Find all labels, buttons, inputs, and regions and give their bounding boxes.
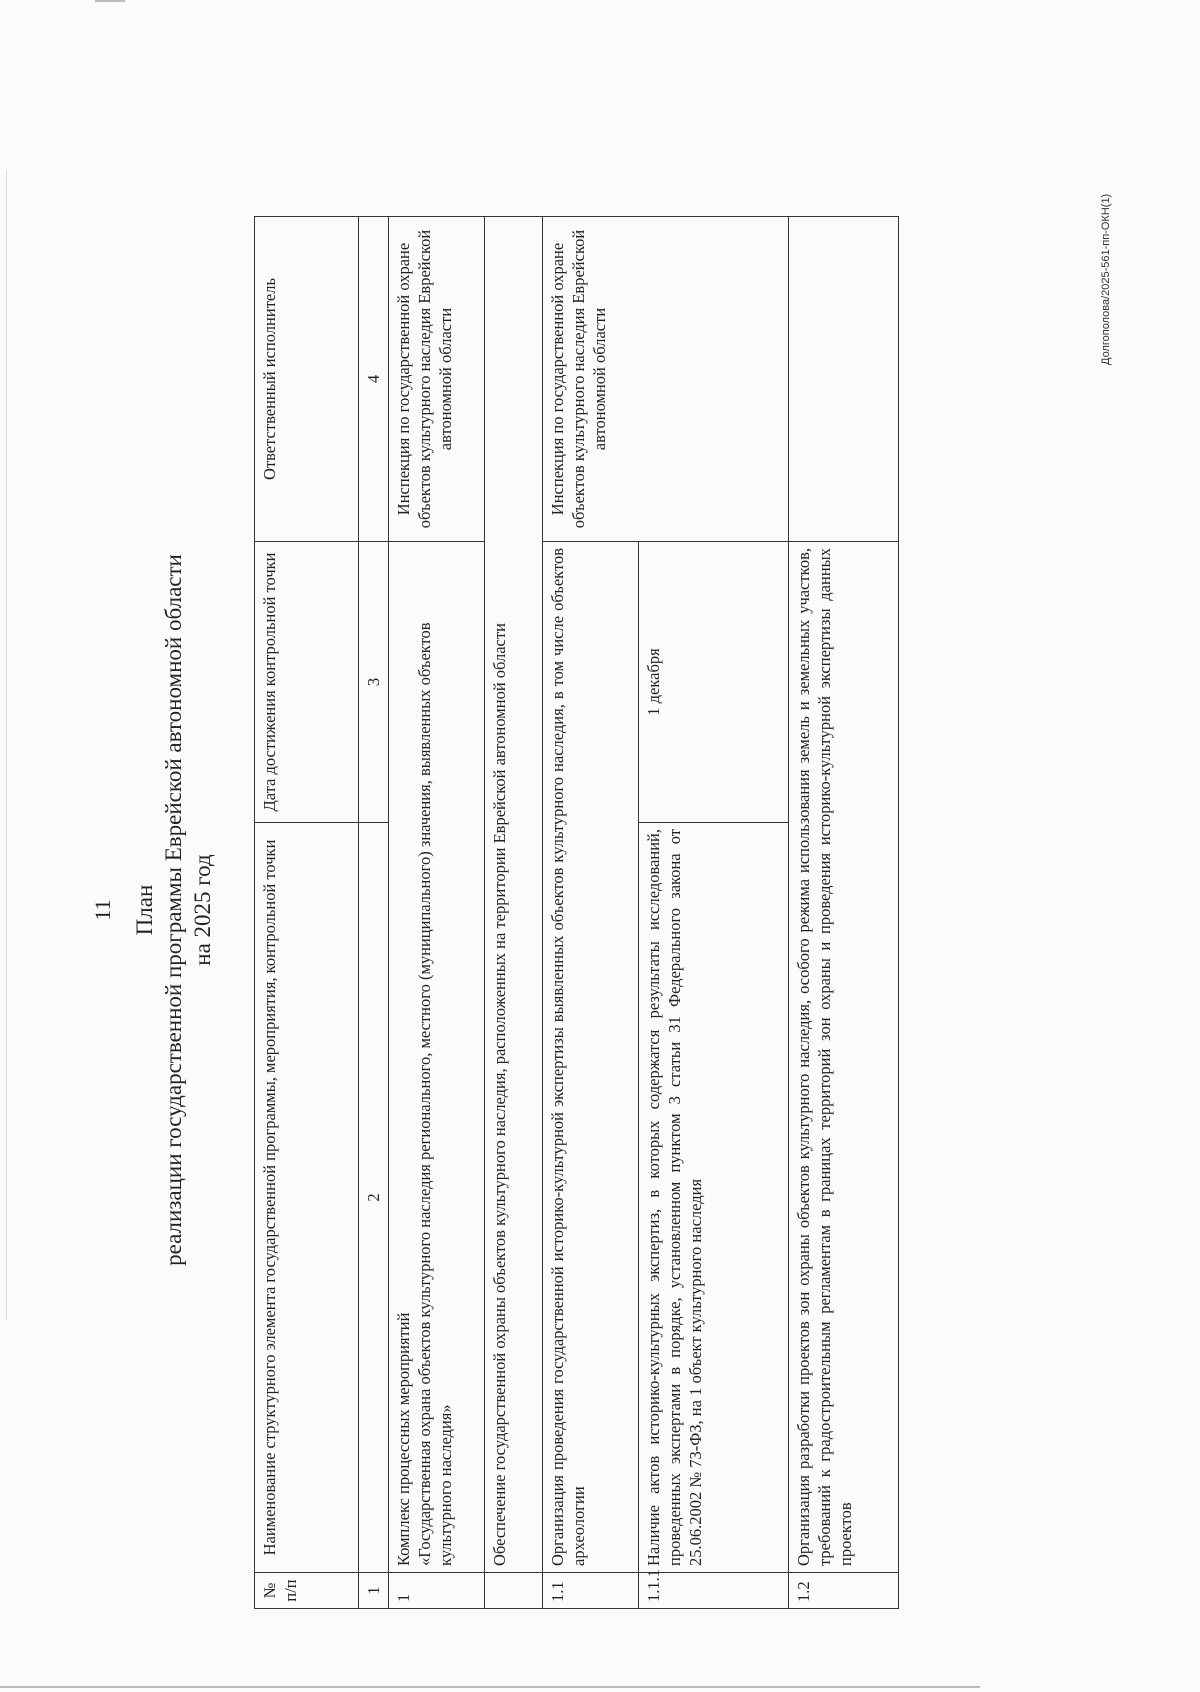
column-number-2: 2 <box>359 823 389 1573</box>
row-number: 1.2 <box>789 1573 899 1609</box>
table-header-row <box>255 217 359 1609</box>
title-line-3: на 2025 год <box>190 854 215 966</box>
row-number: 1.1 <box>543 1573 639 1609</box>
row-name: Организация разработки проектов зон охраны объектов культурного наследия, особого режима использования земель и земельных участков, требований к градостроительным регламентам в границах территорий зон охраны и проведения историко-культурной экспертизы данных проектов <box>789 542 899 1573</box>
scan-edge-top <box>95 0 125 2</box>
header-date: Дата достижения контрольной точки <box>255 542 359 823</box>
table-row <box>389 217 485 1609</box>
row-name: Наличие актов историко-культурных экспертиз, в которых содержатся результаты исследований, проведенных экспертами в порядке, установленном пунктом 3 статьи 31 Федерального закона от 25.06.2002 № 73-ФЗ, на 1 объект культурного наследия <box>639 823 789 1573</box>
row-responsible: Инспекция по государственной охране объектов культурного наследия Еврейской автономной области <box>543 217 789 542</box>
plan-table <box>254 216 899 1609</box>
row-name: Организация проведения государственной историко-культурной экспертизы выявленных объектов культурного наследия, в том числе объектов археологии <box>543 542 639 1573</box>
document-registration-id: Долгополова/2025-561-пп-ОКН(1) <box>1100 193 1112 365</box>
table-row <box>789 217 899 1609</box>
row-date: 1 декабря <box>639 542 789 823</box>
table-row <box>543 217 639 1609</box>
row-responsible: Инспекция по государственной охране объектов культурного наследия Еврейской автономной области <box>389 217 485 542</box>
row-name-line-2: «Государственная охрана объектов культурного наследия регионального, местного (муниципального) значения, выявленных объектов культурного наследия» <box>415 622 455 1566</box>
row-number: 1 <box>389 1573 485 1609</box>
column-number-row <box>359 217 389 1609</box>
column-number-4: 4 <box>359 217 389 542</box>
title-line-1: План <box>132 884 157 936</box>
header-name: Наименование структурного элемента государственной программы, мероприятия, контрольной точки <box>255 823 359 1573</box>
table-row <box>485 217 543 1609</box>
row-name: Обеспечение государственной охраны объектов культурного наследия, расположенных на территории Еврейской автономной области <box>485 217 543 1573</box>
row-number: 1.1.1 <box>639 1573 789 1609</box>
scan-edge-left <box>6 170 7 1320</box>
scan-edge-bottom <box>0 1686 980 1688</box>
page-number: 11 <box>90 899 115 921</box>
rotated-page <box>68 175 1068 1645</box>
row-responsible-empty <box>789 217 899 542</box>
header-number: № п/п <box>255 1573 359 1609</box>
header-responsible: Ответственный исполнитель <box>255 217 359 542</box>
column-number-3: 3 <box>359 542 389 823</box>
title-line-2: реализации государственной программы Еврейской автономной области <box>161 554 186 1266</box>
column-number-1: 1 <box>359 1573 389 1609</box>
row-number <box>485 1573 543 1609</box>
row-name <box>389 542 485 1573</box>
document-title <box>130 175 217 1645</box>
row-name-line-1: Комплекс процессных мероприятий <box>394 1312 413 1566</box>
